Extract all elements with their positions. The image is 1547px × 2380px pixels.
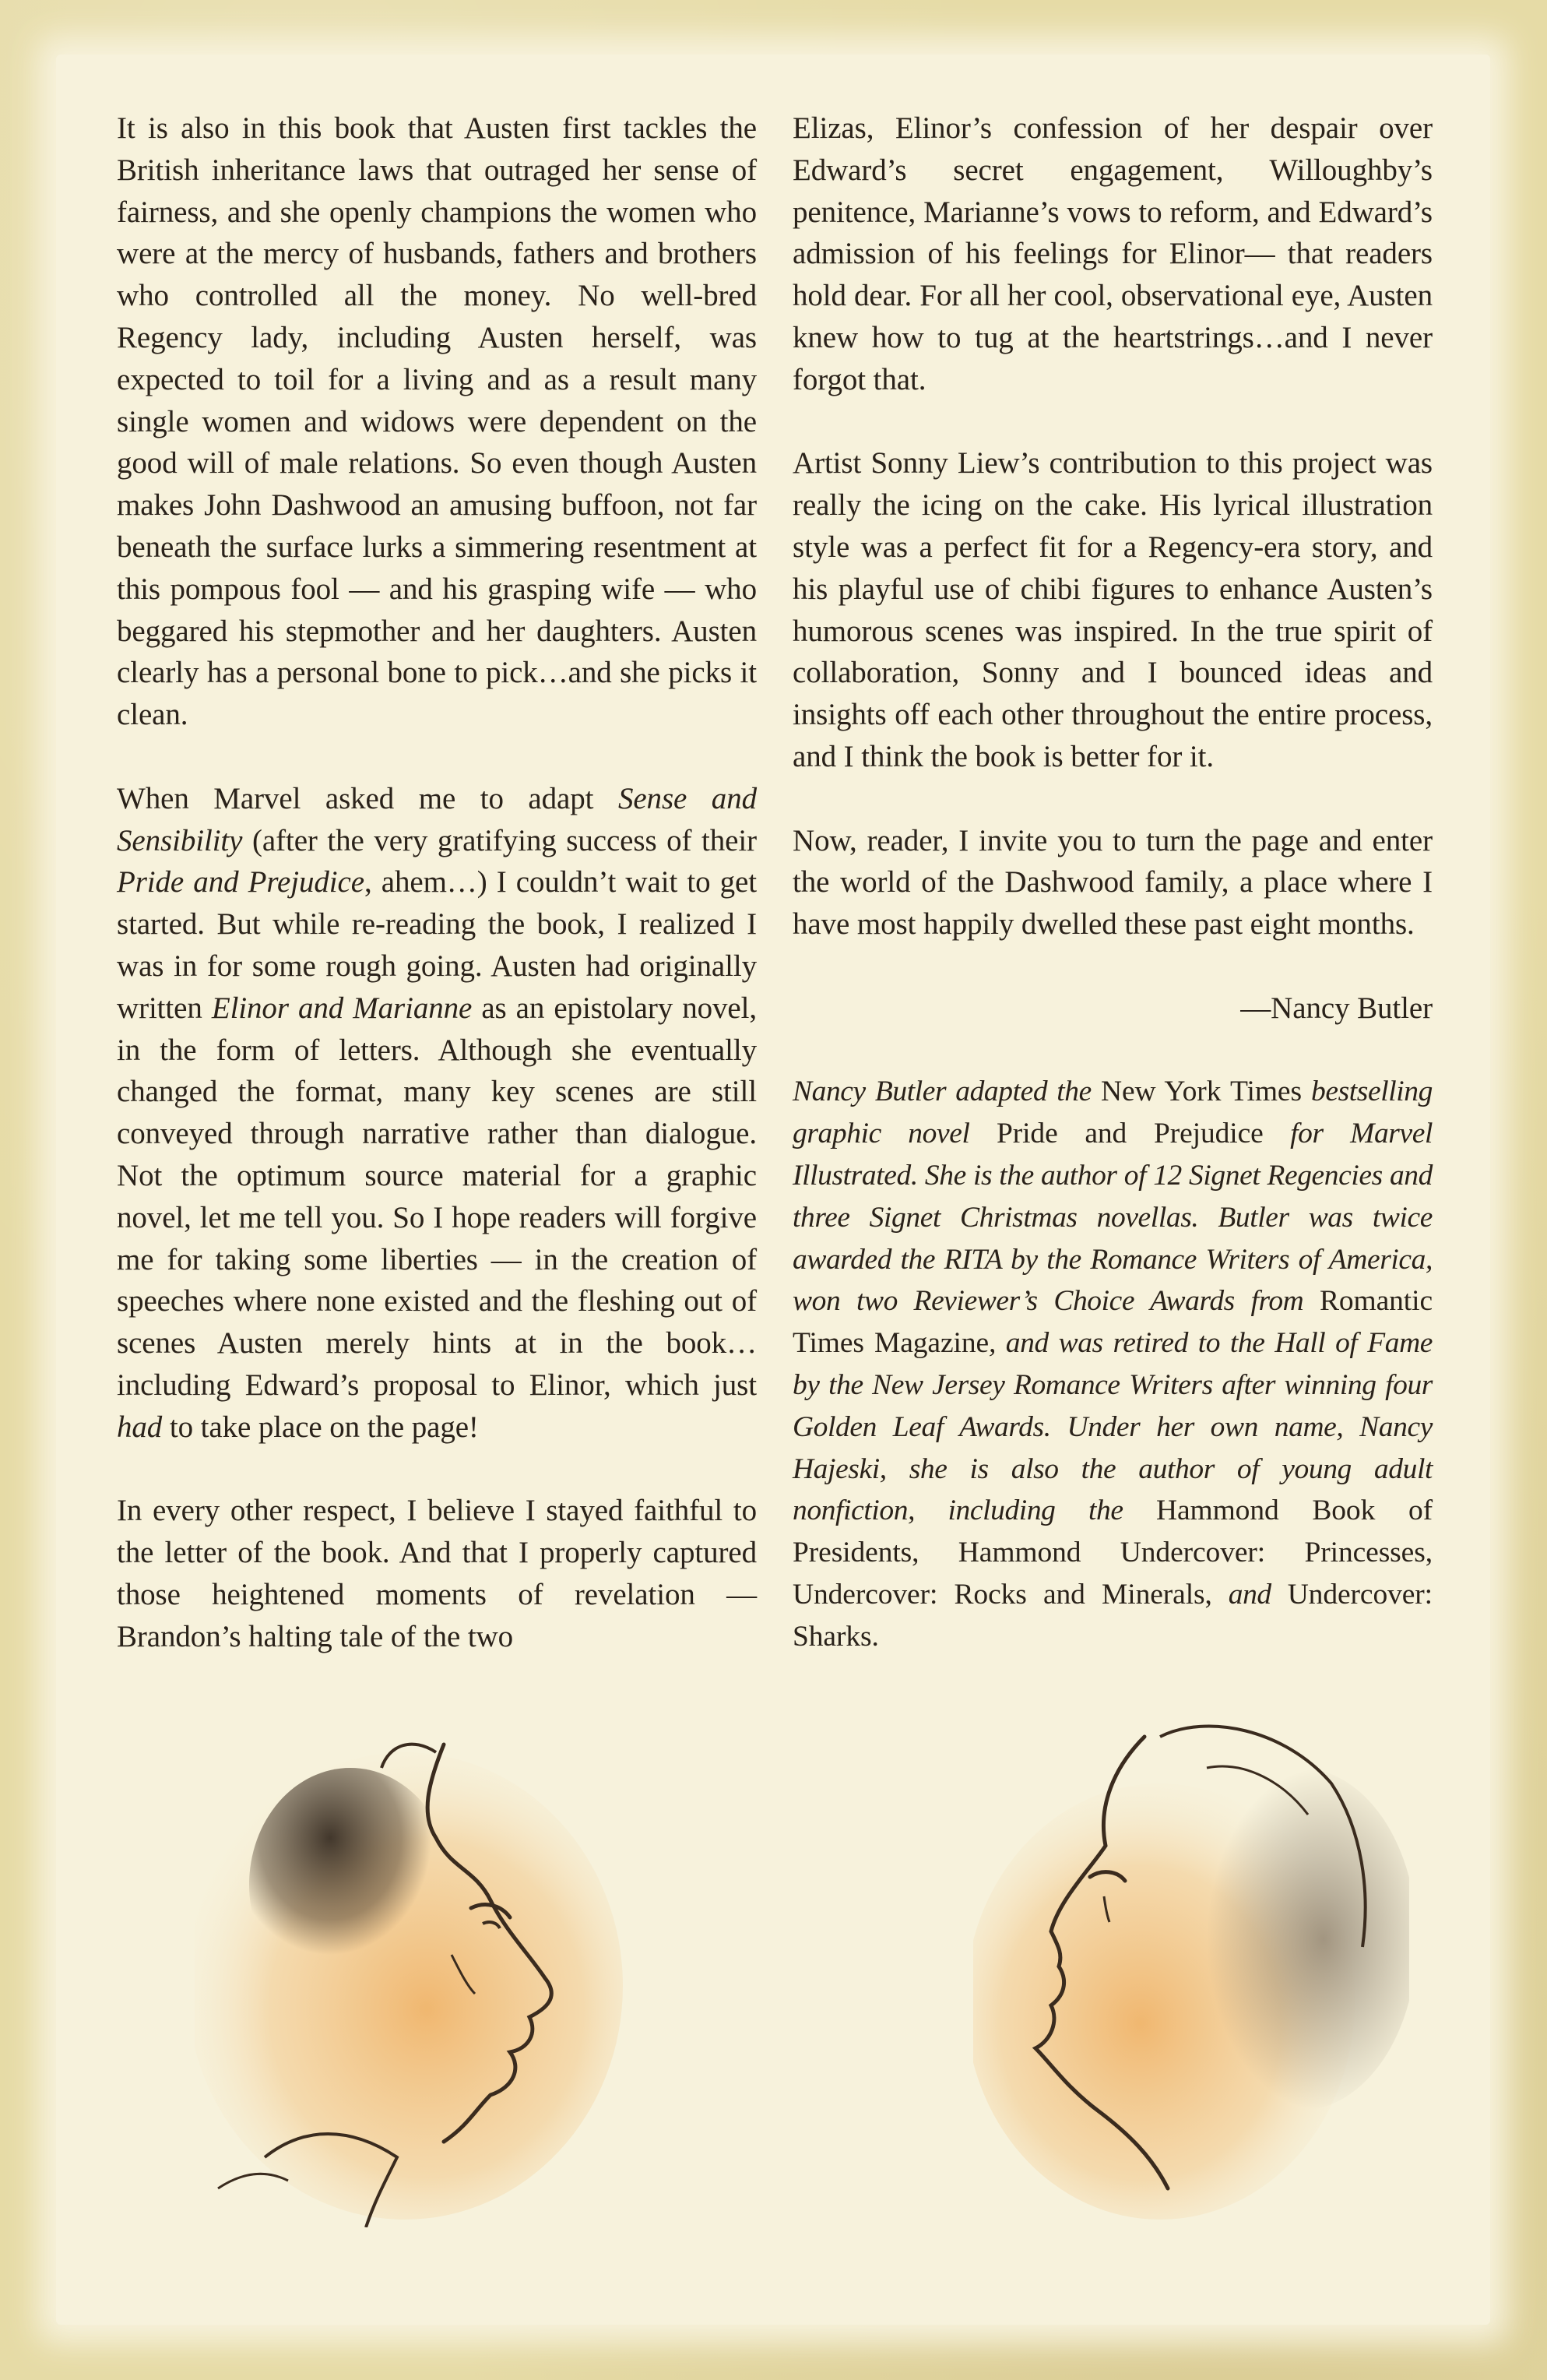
bio-italic: the <box>1088 1495 1157 1527</box>
italic-title: Elinor and Marianne <box>211 991 473 1025</box>
bio-italic: , and was retired to the Hall of Fame by the New Jersey Romance Writers after winning four Golden Leaf Awards. Under her own name, Nancy Hajeski, she is also the author of young adult nonfiction, including <box>793 1327 1433 1527</box>
bio-italic: Nancy Butler adapted the <box>793 1076 1101 1108</box>
woman-profile-svg <box>973 1721 1409 2227</box>
paragraph-artist: Artist Sonny Liew’s contribution to this project was really the icing on the cake. His lyrical illustration style was a perfect fit for a Regency-era story, and his playful use of chibi figures to enhance Austen’s humorous scenes was inspired. In the true spirit of collaboration, Sonny and I bounced ideas and insights off each other throughout the entire process, and I think the book is better for it. <box>793 446 1433 773</box>
woman-profile-illustration-icon <box>973 1721 1409 2227</box>
bio-roman: New York Times <box>1100 1076 1302 1108</box>
paragraph-invitation: Now, reader, I invite you to turn the page and enter the world of the Dashwood family, a place where I have most happily dwelled these past eight months. <box>793 823 1433 942</box>
bio-roman: Pride and Prejudice <box>996 1118 1264 1150</box>
paragraph-marvel-adaptation <box>117 778 757 1449</box>
paragraph-faithful: In every other respect, I believe I stayed faithful to the letter of the book. And that I properly captured those heightened moments of revelation — Brandon’s halting tale of the two <box>117 1494 757 1653</box>
bio-italic: and <box>1211 1578 1288 1611</box>
italic-title: Pride and Prejudice <box>117 865 364 900</box>
paragraph-revelations: Elizas, Elinor’s confession of her despair over Edward’s secret engagement, Willoughby’s penitence, Marianne’s vows to reform, and Edward’s admission of his feelings for Elinor— that readers hold dear. For all her cool, observational eye, Austen knew how to tug at the heartstrings…and I never forgot that. <box>793 111 1433 396</box>
bio-italic: bestselling graphic novel <box>793 1076 1433 1150</box>
bio-roman: Hammond Book of Presidents, Hammond Undercover: Princesses, Undercover: Rocks and Minerals, <box>793 1495 1433 1611</box>
man-profile-svg <box>195 1721 631 2227</box>
text-run: , ahem…) I couldn’t wait to get started. But while re-reading the book, I realized I was in for some rough going. Austen had originally written <box>117 865 757 1025</box>
italic-title: Sense and Sensibility <box>117 781 757 857</box>
shoulder-line <box>218 2174 288 2188</box>
text-run: When Marvel asked me to adapt <box>117 781 618 815</box>
left-column <box>117 107 757 1699</box>
author-bio <box>793 1071 1433 1657</box>
hair-shadow <box>1183 1768 1409 2111</box>
bio-roman: Undercover: Sharks. <box>793 1578 1433 1653</box>
bio-roman: Romantic Times Magazine <box>793 1285 1433 1360</box>
hair-shadow <box>249 1768 452 2002</box>
paragraph-inheritance: It is also in this book that Austen first tackles the British inheritance laws that outraged her sense of fairness, and she openly champions the women who were at the mercy of husbands, fathers and brothers who controlled all the money. No well-bred Regency lady, including Austen herself, was expected to toil for a living and as a result many single women and widows were dependent on the good will of male relations. So even though Austen makes John Dashwood an amusing buffoon, not far beneath the surface lurks a simmering resentment at this pompous fool — and his grasping wife — who beggared his stepmother and her daughters. Austen clearly has a personal bone to pick…and she picks it clean. <box>117 111 757 732</box>
man-profile-illustration-icon <box>195 1721 631 2227</box>
text-run: to take place on the page! <box>162 1410 479 1444</box>
italic-emphasis: had <box>117 1410 163 1444</box>
author-signature: —Nancy Butler <box>1240 991 1433 1025</box>
bio-italic: for Marvel Illustrated. She is the author of 12 Signet Regencies and three Signet Christmas novellas. Butler was twice awarded the RITA by the Romance Writers of America, won two Reviewer’s Choice Awards from <box>793 1118 1433 1318</box>
right-column <box>793 107 1433 1699</box>
text-run: (after the very gratifying success of their <box>242 823 757 857</box>
text-run: as an epistolary novel, in the form of letters. Although she eventually changed the format, many key scenes are still conveyed through narrative rather than dialogue. Not the optimum source material for a graphic novel, let me tell you. So I hope readers will forgive me for taking some liberties — in the creation of speeches where none existed and the fleshing out of scenes Austen merely hints at in the book…including Edward’s proposal to Elinor, which just <box>117 991 758 1402</box>
